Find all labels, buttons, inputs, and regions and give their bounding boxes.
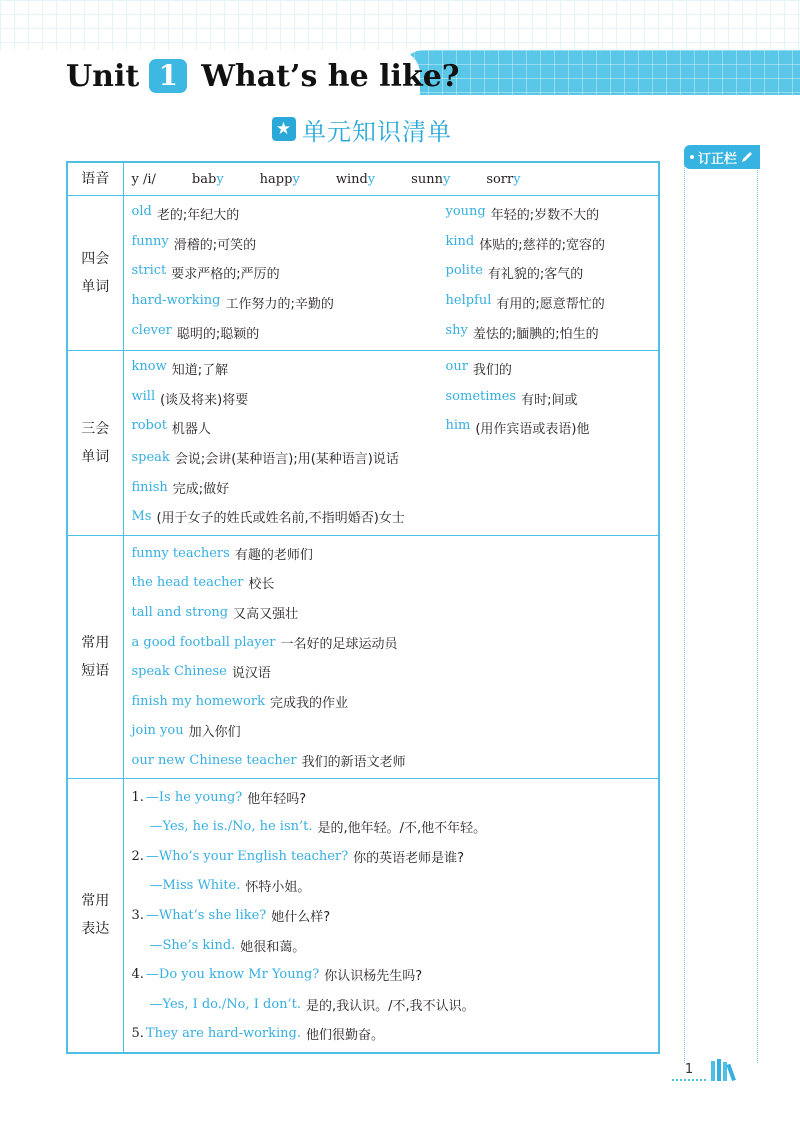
word-entry — [446, 204, 600, 223]
word-zh: 我们的 — [472, 363, 512, 379]
word-ending-highlight: y — [513, 171, 521, 187]
phrase-zh: 加入你们 — [188, 725, 241, 741]
phrase-zh: 又高又强壮 — [233, 607, 299, 623]
word-zh: 老的;年纪大的 — [156, 208, 240, 224]
word-zh: 滑稽的;可笑的 — [173, 237, 257, 253]
word-zh: 工作努力的;辛勤的 — [225, 297, 334, 313]
expression-line — [132, 930, 659, 960]
word-en: funny — [131, 233, 169, 249]
word-zh: 羞怯的;腼腆的;怕生的 — [472, 326, 599, 342]
expression-line — [132, 989, 659, 1019]
expression-zh: 她什么样? — [271, 909, 331, 925]
word-entry — [446, 323, 599, 342]
section-title-text: 单元知识清单 — [302, 117, 452, 146]
word-zh: 完成;做好 — [172, 481, 230, 497]
word-entry — [132, 323, 446, 342]
expressions-content — [123, 779, 659, 1053]
word-stem: happ — [259, 171, 293, 187]
category-label: 常用 — [81, 893, 110, 910]
word-ending-highlight: y — [216, 171, 224, 187]
category-label: 表达 — [81, 921, 110, 938]
word-line — [132, 384, 659, 414]
word-entry — [132, 389, 446, 408]
expression-en: —She’s kind. — [149, 937, 236, 953]
expression-line — [132, 871, 659, 901]
unit-name: What’s he like? — [201, 58, 460, 94]
word-en: clever — [131, 322, 172, 338]
expression-en: —Do you know Mr Young? — [145, 967, 320, 983]
expression-en: —Miss White. — [149, 878, 241, 894]
word-zh: 有时;间或 — [521, 392, 578, 408]
pronunciation-word — [260, 172, 300, 187]
phrase-zh: 我们的新语文老师 — [301, 754, 406, 770]
expression-line — [132, 782, 659, 812]
word-zh: 要求严格的;严厉的 — [171, 267, 280, 283]
phrase-line — [132, 598, 659, 628]
phrase-en: a good football player — [131, 634, 276, 650]
word-entry — [132, 263, 446, 282]
word-line — [132, 199, 659, 229]
expression-number: 5. — [131, 1026, 144, 1042]
category-label: 常用 — [81, 634, 110, 651]
expression-zh: 他们很勤奋。 — [306, 1028, 385, 1044]
phrase-en: funny teachers — [131, 545, 230, 561]
phrase-en: our new Chinese teacher — [131, 752, 297, 768]
word-zh: 年轻的;岁数不大的 — [490, 208, 600, 224]
phrase-zh: 校长 — [248, 577, 275, 593]
word-en: old — [131, 204, 152, 220]
phrase-zh: 完成我的作业 — [269, 695, 348, 711]
word-en: helpful — [445, 293, 492, 309]
category-label: 四会 — [81, 250, 110, 267]
expression-number: 1. — [131, 789, 144, 805]
word-zh: 会说;会讲(某种语言);用(某种语言)说话 — [174, 452, 399, 468]
word-line — [132, 502, 659, 532]
word-en: kind — [445, 233, 475, 249]
word-ending-highlight: y — [442, 171, 451, 187]
word-en: know — [131, 359, 167, 375]
word-entry — [446, 234, 606, 253]
expression-en: They are hard-working. — [145, 1026, 301, 1042]
word-entry — [446, 263, 584, 282]
four-skill-words-row — [67, 196, 659, 351]
word-entry — [446, 389, 578, 408]
word-zh: 有礼貌的;客气的 — [487, 267, 584, 283]
phrase-en: finish my homework — [131, 693, 265, 709]
phrases-row — [67, 535, 659, 779]
phrase-line — [132, 687, 659, 717]
word-entry — [446, 418, 590, 437]
books-icon — [710, 1058, 738, 1082]
word-en: sometimes — [445, 388, 517, 404]
category-cell — [67, 535, 123, 779]
word-zh: 体贴的;慈祥的;宽容的 — [479, 237, 605, 253]
word-line — [132, 229, 659, 259]
word-line — [132, 354, 659, 384]
expression-zh: 你的英语老师是谁? — [353, 850, 465, 866]
word-en: hard-working — [131, 293, 221, 309]
word-line — [132, 258, 659, 288]
pronunciation-word — [192, 172, 224, 187]
word-entry — [132, 418, 446, 437]
correction-column-right-line — [757, 150, 758, 1063]
pronunciation-line — [132, 166, 659, 192]
correction-column-label — [684, 145, 760, 169]
pronunciation-row — [67, 162, 659, 196]
unit-word: Unit — [66, 58, 140, 94]
header-grid-background — [0, 0, 800, 50]
phrase-line — [132, 568, 659, 598]
category-label: 单词 — [81, 448, 110, 465]
expression-number: 3. — [131, 907, 144, 923]
expression-number: 4. — [131, 967, 144, 983]
word-en: finish — [131, 479, 168, 495]
knowledge-table — [66, 161, 660, 1054]
word-zh: (用作宾语或表语)他 — [475, 422, 590, 438]
phrase-en: tall and strong — [131, 605, 229, 621]
four-skill-words-content — [123, 196, 659, 351]
category-label: 三会 — [81, 420, 110, 437]
word-en: our — [445, 359, 468, 375]
word-en: will — [131, 388, 156, 404]
category-label: 短语 — [81, 662, 110, 679]
phrase-line — [132, 716, 659, 746]
three-skill-words-row — [67, 350, 659, 535]
word-ending-highlight: y — [292, 171, 300, 187]
word-en: young — [445, 204, 486, 220]
expression-zh: 他年轻吗? — [247, 791, 307, 807]
correction-label-text: 订正栏 — [697, 151, 737, 167]
phrase-line — [132, 657, 659, 687]
word-stem: sorr — [486, 171, 514, 187]
word-en: shy — [445, 322, 468, 338]
pronunciation-word — [411, 172, 450, 187]
word-en: robot — [131, 418, 167, 434]
pronunciation-content — [123, 162, 659, 196]
word-en: him — [445, 418, 471, 434]
expression-line — [132, 841, 659, 871]
expression-zh: 怀特小姐。 — [245, 880, 311, 896]
word-entry — [132, 359, 446, 378]
expression-en: —Is he young? — [145, 789, 243, 805]
pencil-icon — [740, 150, 754, 164]
category-cell — [67, 162, 123, 196]
expression-line — [132, 812, 659, 842]
word-en: polite — [445, 263, 483, 279]
category-cell — [67, 779, 123, 1053]
phrases-content — [123, 535, 659, 779]
expression-en: —Yes, I do./No, I don’t. — [149, 996, 302, 1012]
word-zh: 机器人 — [171, 422, 211, 438]
phrase-line — [132, 746, 659, 776]
category-label: 单词 — [81, 278, 110, 295]
phrase-en: speak Chinese — [131, 664, 227, 680]
phrase-en: the head teacher — [131, 575, 244, 591]
expression-en: —What’s she like? — [145, 907, 267, 923]
word-line — [132, 472, 659, 502]
word-line — [132, 443, 659, 473]
word-entry — [446, 359, 512, 378]
expression-line — [132, 960, 659, 990]
header-banner — [400, 50, 800, 95]
word-entry — [446, 293, 605, 312]
word-en: Ms — [131, 509, 152, 525]
word-entry — [132, 293, 446, 312]
expression-zh: 你认识杨先生吗? — [324, 969, 423, 985]
expression-en: —Yes, he is./No, he isn’t. — [149, 819, 313, 835]
expression-line — [132, 1019, 659, 1049]
word-stem: bab — [191, 171, 217, 187]
word-zh: 知道;了解 — [171, 363, 229, 379]
word-entry — [132, 234, 446, 253]
word-zh: 聪明的;聪颖的 — [176, 326, 260, 342]
expression-zh: 是的,他年轻。/不,他不年轻。 — [317, 821, 487, 837]
pronunciation-word — [336, 172, 375, 187]
pronunciation-word — [486, 172, 520, 187]
phrase-line — [132, 539, 659, 569]
unit-number-badge: 1 — [149, 59, 187, 93]
word-stem: wind — [335, 171, 368, 187]
phrase-zh: 有趣的老师们 — [234, 547, 313, 563]
word-en: strict — [131, 263, 167, 279]
word-line — [132, 317, 659, 347]
category-cell — [67, 196, 123, 351]
category-cell — [67, 350, 123, 535]
word-entry — [132, 204, 446, 223]
three-skill-words-content — [123, 350, 659, 535]
category-label: 语音 — [81, 171, 110, 187]
word-stem: sunn — [411, 171, 443, 187]
correction-column-left-line — [684, 150, 685, 1063]
phonetic-sound: y /i/ — [131, 171, 156, 187]
expression-number: 2. — [131, 848, 144, 864]
page-number: 1 — [672, 1062, 706, 1081]
word-line — [132, 288, 659, 318]
phrase-line — [132, 627, 659, 657]
word-zh: (谈及将来)将要 — [160, 392, 249, 408]
section-title — [272, 114, 452, 144]
word-zh: 有用的;愿意帮忙的 — [496, 297, 605, 313]
phrase-en: join you — [131, 723, 184, 739]
star-icon: ★ — [272, 117, 296, 141]
expression-zh: 她很和蔼。 — [240, 939, 306, 955]
word-ending-highlight: y — [367, 171, 376, 187]
word-zh: (用于女子的姓氏或姓名前,不指明婚否)女士 — [156, 511, 405, 527]
expression-line — [132, 901, 659, 931]
phrase-zh: 说汉语 — [231, 666, 271, 682]
unit-title — [66, 56, 459, 96]
phrase-zh: 一名好的足球运动员 — [280, 636, 398, 652]
expression-zh: 是的,我认识。/不,我不认识。 — [306, 998, 475, 1014]
expression-en: —Who’s your English teacher? — [145, 848, 349, 864]
word-line — [132, 413, 659, 443]
word-en: speak — [131, 450, 170, 466]
expressions-row — [67, 779, 659, 1053]
dot-icon — [690, 155, 694, 159]
